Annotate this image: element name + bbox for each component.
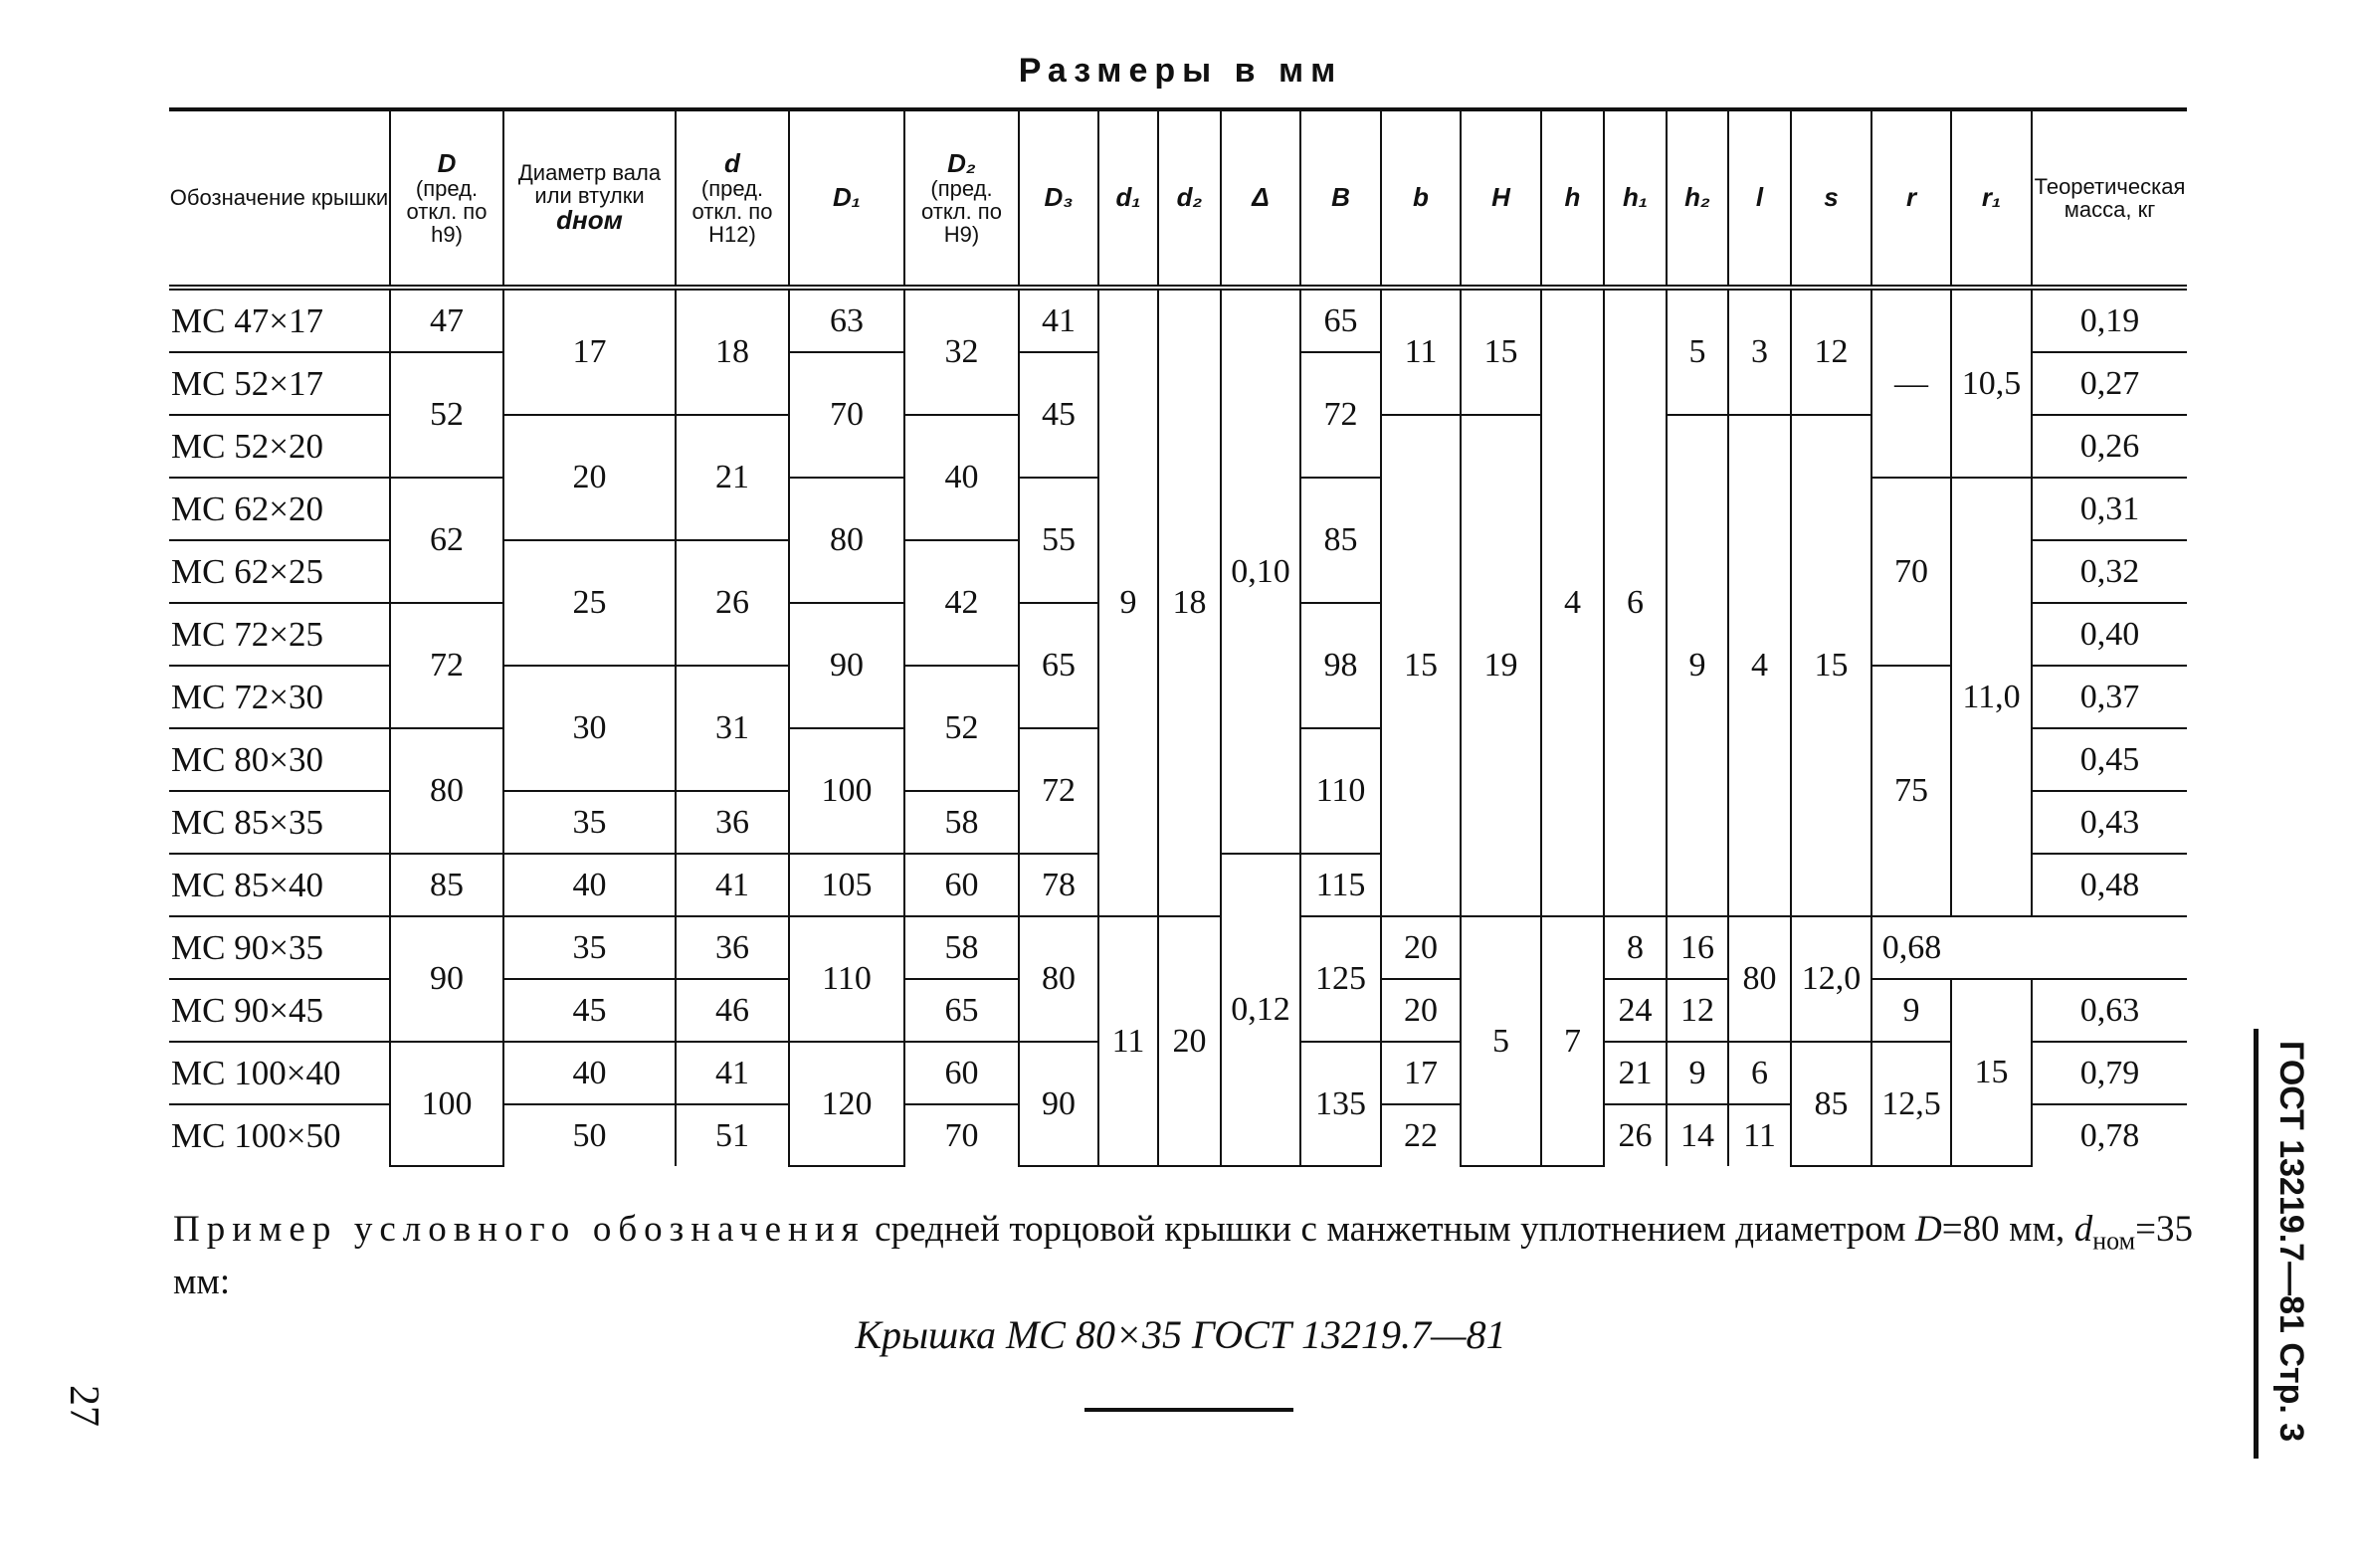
table-caption: Размеры в мм: [1018, 52, 1343, 90]
b-cell: 15: [1381, 415, 1461, 916]
example-text-c: =35 мм:: [173, 1209, 2193, 1302]
s-cell: 15: [1951, 979, 2032, 1166]
example-d-symbol: d: [2073, 1209, 2093, 1250]
D1-cell: 70: [789, 352, 904, 478]
designation-cell: МС 90×45: [169, 979, 390, 1042]
h2-cell: 5: [1667, 288, 1728, 415]
D3-cell: 90: [1019, 1042, 1098, 1166]
D1-cell: 105: [789, 854, 904, 916]
mass-cell: 0,19: [2032, 288, 2187, 352]
B-cell: 85: [1300, 478, 1381, 603]
header-s: s: [1791, 109, 1871, 288]
mass-cell: 0,63: [2032, 979, 2187, 1042]
b-cell: 17: [1381, 1042, 1461, 1104]
header-d1: d₁: [1098, 109, 1158, 288]
r1-cell: 11,0: [1951, 478, 2032, 916]
r-cell: 80: [1728, 916, 1791, 1042]
h2-cell: 8: [1604, 916, 1667, 979]
D2-cell: 32: [904, 288, 1019, 415]
B-cell: 98: [1300, 603, 1381, 728]
D-cell: 85: [390, 854, 503, 916]
h-cell: 5: [1461, 916, 1541, 1166]
D-cell: 100: [390, 1042, 503, 1166]
header-b: b: [1381, 109, 1461, 288]
header-delta: Δ: [1221, 109, 1300, 288]
mass-cell: 0,26: [2032, 415, 2187, 478]
table-row: [169, 916, 2187, 979]
s-cell: 16: [1667, 916, 1728, 979]
header-d: d (пред. откл. по H12): [676, 109, 789, 288]
side-rule: [2254, 1029, 2259, 1459]
H-cell: 21: [1604, 1042, 1667, 1104]
header-l: l: [1728, 109, 1791, 288]
dimensions-table: [169, 107, 2187, 1167]
D3-cell: 72: [1019, 728, 1098, 854]
D3-cell: 80: [1019, 916, 1098, 1042]
D-cell: 80: [390, 728, 503, 854]
h2-cell: 14: [1667, 1104, 1728, 1166]
designation-cell: МС 47×17: [169, 288, 390, 352]
B-cell: 115: [1300, 854, 1381, 916]
designation-example: Крышка МС 80×35 ГОСТ 13219.7—81: [855, 1312, 1506, 1357]
D1-cell: 90: [789, 603, 904, 728]
D3-cell: 65: [1019, 603, 1098, 728]
r1-cell: 10,5: [1951, 288, 2032, 478]
header-mass: Теоретическая масса, кг: [2032, 109, 2187, 288]
s-cell: 15: [1791, 415, 1871, 916]
D1-cell: 100: [789, 728, 904, 854]
header-D1: D₁: [789, 109, 904, 288]
r-cell: 75: [1871, 666, 1951, 916]
b-cell: 20: [1381, 979, 1461, 1042]
d-cell: 31: [676, 666, 789, 791]
D3-cell: 45: [1019, 352, 1098, 478]
mass-cell: 0,37: [2032, 666, 2187, 728]
header-d2: d₂: [1158, 109, 1221, 288]
header-row: [169, 109, 2187, 288]
d1-cell: 11: [1098, 916, 1158, 1166]
h2-cell: 12: [1667, 979, 1728, 1042]
header-B: B: [1300, 109, 1381, 288]
example-text-a: средней торцовой крышки с манжетным уплотнением диаметром: [865, 1209, 1916, 1250]
dnom-cell: 40: [503, 854, 676, 916]
header-r: r: [1871, 109, 1951, 288]
dnom-cell: 30: [503, 666, 676, 791]
d-cell: 41: [676, 854, 789, 916]
example-D-symbol: D: [1915, 1209, 1942, 1250]
D2-cell: 60: [904, 854, 1019, 916]
r1-cell: 12,0: [1791, 916, 1871, 1042]
b-cell: 22: [1381, 1104, 1461, 1166]
D3-cell: 55: [1019, 478, 1098, 603]
standard-side-label: ГОСТ 13219.7—81 Стр. 3: [2272, 1041, 2310, 1443]
dnom-cell: 25: [503, 540, 676, 666]
mass-cell: 0,45: [2032, 728, 2187, 791]
D2-cell: 52: [904, 666, 1019, 791]
l-cell: 4: [1728, 415, 1791, 916]
d-cell: 36: [676, 916, 789, 979]
h-cell: 4: [1541, 288, 1604, 916]
H-cell: 24: [1604, 979, 1667, 1042]
r1-cell: 12,5: [1871, 1042, 1951, 1166]
header-D3: D₃: [1019, 109, 1098, 288]
dnom-cell: 17: [503, 288, 676, 415]
B-cell: 125: [1300, 916, 1381, 1042]
D2-cell: 40: [904, 415, 1019, 540]
d2-cell: 18: [1158, 288, 1221, 916]
designation-cell: МС 52×20: [169, 415, 390, 478]
l-cell: 6: [1728, 1042, 1791, 1104]
d-cell: 41: [676, 1042, 789, 1104]
mass-cell: 0,68: [1871, 916, 1951, 979]
H-cell: 19: [1461, 415, 1541, 916]
d-cell: 26: [676, 540, 789, 666]
mass-cell: 0,48: [2032, 854, 2187, 916]
B-cell: 72: [1300, 352, 1381, 478]
delta-cell: 0,12: [1221, 854, 1300, 1166]
designation-cell: МС 62×20: [169, 478, 390, 540]
D2-cell: 65: [904, 979, 1019, 1042]
delta-cell: 0,10: [1221, 288, 1300, 854]
example-paragraph: [173, 1206, 2193, 1307]
designation-cell: МС 100×50: [169, 1104, 390, 1166]
D1-cell: 63: [789, 288, 904, 352]
designation-cell: МС 80×30: [169, 728, 390, 791]
dnom-cell: 45: [503, 979, 676, 1042]
dnom-cell: 35: [503, 916, 676, 979]
D-cell: 90: [390, 916, 503, 1042]
mass-cell: 0,32: [2032, 540, 2187, 603]
D2-cell: 70: [904, 1104, 1019, 1166]
D2-cell: 58: [904, 916, 1019, 979]
header-r1: r₁: [1951, 109, 2032, 288]
mass-cell: 0,79: [2032, 1042, 2187, 1104]
mass-cell: 0,40: [2032, 603, 2187, 666]
D2-cell: 58: [904, 791, 1019, 854]
divider-rule: [1084, 1408, 1293, 1412]
d-cell: 36: [676, 791, 789, 854]
h2-cell: 9: [1667, 1042, 1728, 1104]
mass-cell: 0,27: [2032, 352, 2187, 415]
mass-cell: 0,43: [2032, 791, 2187, 854]
d-cell: 46: [676, 979, 789, 1042]
l-cell: 9: [1871, 979, 1951, 1042]
r-cell: —: [1871, 288, 1951, 478]
header-D2: D₂ (пред. откл. по H9): [904, 109, 1019, 288]
D2-cell: 60: [904, 1042, 1019, 1104]
D3-cell: 41: [1019, 288, 1098, 352]
l-cell: 11: [1728, 1104, 1791, 1166]
header-D: D (пред. откл. по h9): [390, 109, 503, 288]
d-cell: 51: [676, 1104, 789, 1166]
D-cell: 62: [390, 478, 503, 603]
h1-cell: 7: [1541, 916, 1604, 1166]
header-H: H: [1461, 109, 1541, 288]
dnom-cell: 20: [503, 415, 676, 540]
B-cell: 135: [1300, 1042, 1381, 1166]
d2-cell: 20: [1158, 916, 1221, 1166]
D2-cell: 42: [904, 540, 1019, 666]
D-cell: 47: [390, 288, 503, 352]
dnom-cell: 40: [503, 1042, 676, 1104]
designation-cell: МС 52×17: [169, 352, 390, 415]
page-number: 27: [61, 1385, 106, 1427]
designation-cell: МС 90×35: [169, 916, 390, 979]
r-cell: 85: [1791, 1042, 1871, 1166]
designation-cell: МС 85×40: [169, 854, 390, 916]
D1-cell: 110: [789, 916, 904, 1042]
H-cell: 26: [1604, 1104, 1667, 1166]
H-cell: 20: [1381, 916, 1461, 979]
h2-cell: 9: [1667, 415, 1728, 916]
example-lead: Пример условного обозначения: [173, 1209, 866, 1250]
D1-cell: 80: [789, 478, 904, 603]
mass-cell: 0,31: [2032, 478, 2187, 540]
example-d-subscript: ном: [2092, 1226, 2136, 1256]
dnom-cell: 50: [503, 1104, 676, 1166]
header-designation: Обозначение крышки: [169, 109, 390, 288]
D1-cell: 120: [789, 1042, 904, 1166]
header-h1: h₁: [1604, 109, 1667, 288]
H-cell: 15: [1461, 288, 1541, 415]
b-cell: 11: [1381, 288, 1461, 415]
designation-cell: МС 100×40: [169, 1042, 390, 1104]
dnom-cell: 35: [503, 791, 676, 854]
D-cell: 72: [390, 603, 503, 728]
example-text-b: =80 мм,: [1941, 1209, 2074, 1250]
d-cell: 18: [676, 288, 789, 415]
D-cell: 52: [390, 352, 503, 478]
designation-cell: МС 85×35: [169, 791, 390, 854]
B-cell: 110: [1300, 728, 1381, 854]
D3-cell: 78: [1019, 854, 1098, 916]
d-cell: 21: [676, 415, 789, 540]
B-cell: 65: [1300, 288, 1381, 352]
designation-cell: МС 62×25: [169, 540, 390, 603]
header-shaft: Диаметр вала или втулки dном: [503, 109, 676, 288]
mass-cell: 0,78: [2032, 1104, 2187, 1166]
designation-cell: МС 72×30: [169, 666, 390, 728]
h1-cell: 6: [1604, 288, 1667, 916]
s-cell: 12: [1791, 288, 1871, 415]
header-h2: h₂: [1667, 109, 1728, 288]
l-cell: 3: [1728, 288, 1791, 415]
designation-cell: МС 72×25: [169, 603, 390, 666]
header-h: h: [1541, 109, 1604, 288]
r-cell: 70: [1871, 478, 1951, 666]
table-row: [169, 288, 2187, 352]
d1-cell: 9: [1098, 288, 1158, 916]
